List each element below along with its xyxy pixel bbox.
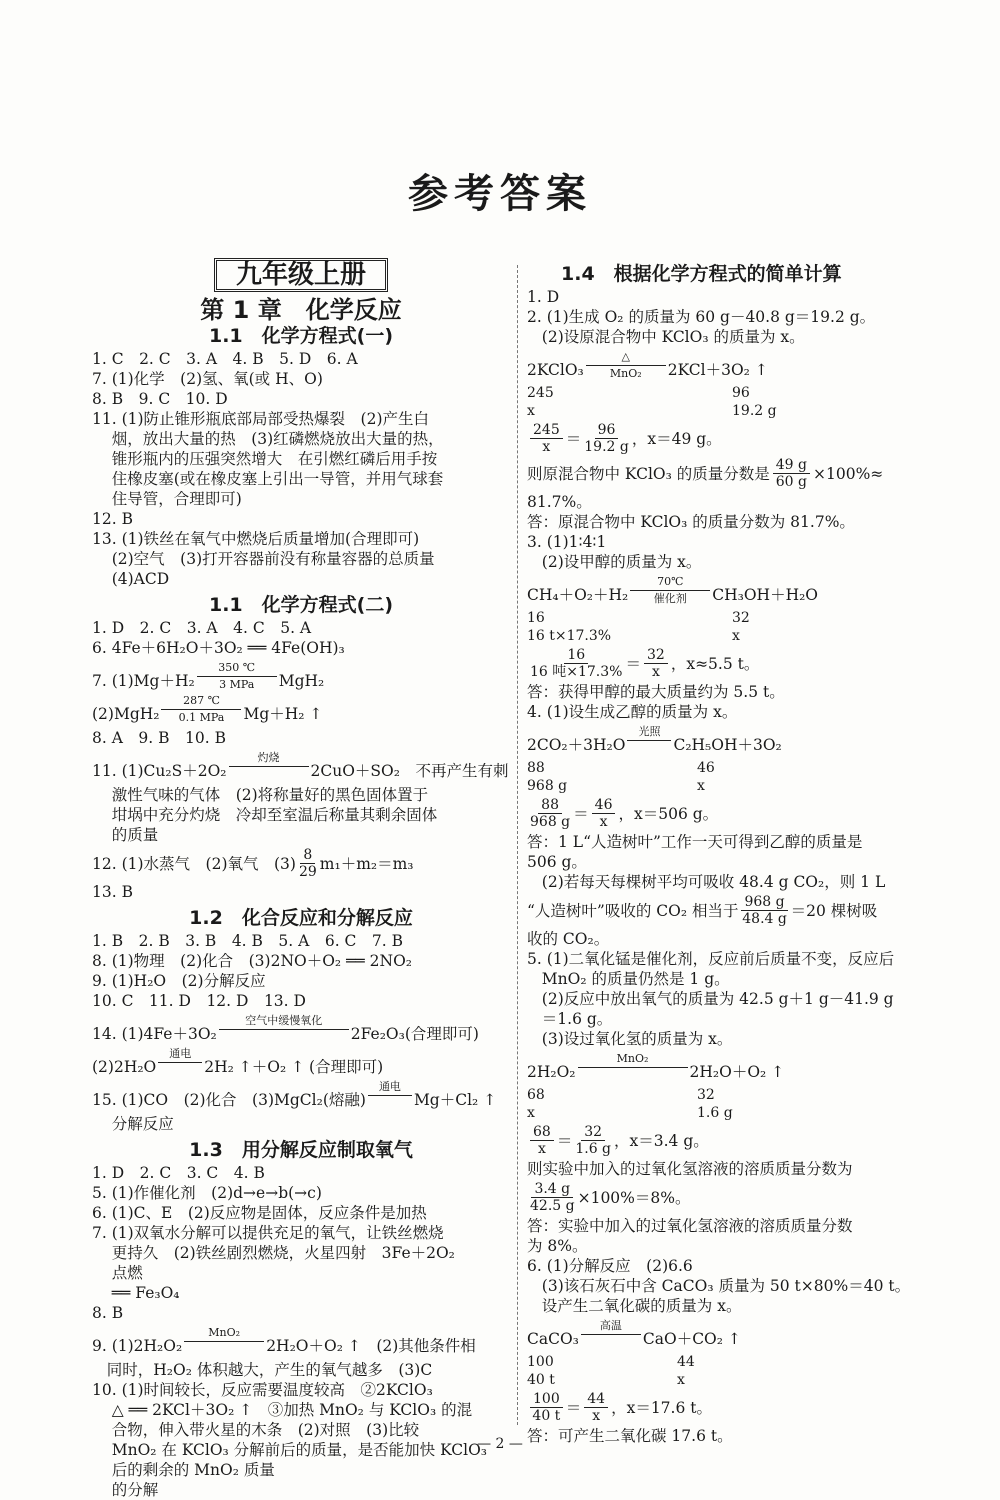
answer-line: 1. D 2. C 3. A 4. C 5. A: [92, 619, 312, 637]
equation: 2CO₂＋3H₂O 光照 C₂H₅OH＋3O₂: [527, 725, 782, 754]
answer-line: (3)设过氧化氢的质量为 x。: [527, 1030, 733, 1048]
answer-line: 10. C 11. D 12. D 13. D: [92, 992, 306, 1010]
answer-line: 1. D 2. C 3. C 4. B: [92, 1164, 265, 1182]
answer-line: 7. (1)化学 (2)氢、氧(或 H、O): [92, 370, 323, 388]
reaction-arrow: △ MnO₂: [586, 351, 666, 380]
answer-line: 7. (1)双氧水分解可以提供充足的氧气，让铁丝燃烧: [92, 1224, 444, 1242]
answer-line: 81.7%。: [527, 493, 592, 511]
answer-line: 5. (1)作催化剂 (2)d→e→b(→c): [92, 1184, 322, 1202]
stoich-row: x 19.2 g: [527, 403, 777, 419]
equation: 14. (1)4Fe＋3O₂ 空气中缓慢氧化 2Fe₂O₃(合理即可): [92, 1014, 479, 1043]
answer-line: 激性气味的气体 (2)将称量好的黑色固体置于: [92, 786, 429, 804]
stoich-row: 88 46: [527, 760, 715, 776]
answer-line: 合物，伸入带火星的木条 (2)对照 (3)比较: [92, 1421, 420, 1439]
fraction-line: 则原混合物中 KClO₃ 的质量分数是 $\frac{49 g}{60 g}$ ×100%≈: [527, 457, 884, 490]
reaction-arrow: 空气中缓慢氧化: [219, 1015, 349, 1044]
fraction: $\frac{16}{\text{16 吨×17.3\%}}$: [530, 647, 623, 680]
equation: 15. (1)CO (2)化合 (3)MgCl₂(熔融) 通电 Mg＋Cl₂ ↑: [92, 1080, 497, 1109]
answer-line: 分解反应: [92, 1115, 174, 1133]
section-heading: 1.1 化学方程式(一): [208, 325, 394, 347]
section-heading: 1.4 根据化学方程式的简单计算: [561, 263, 842, 285]
answer-line: 8. (1)物理 (2)化合 (3)2NO＋O₂ ══ 2NO₂: [92, 952, 412, 970]
answer-line: 1. B 2. B 3. B 4. B 5. A 6. C 7. B: [92, 932, 404, 950]
answer-line: 同时，H₂O₂ 体积越大，产生的氧气越多 (3)C: [92, 1361, 433, 1379]
equation: CH₄＋O₂＋H₂ 70℃ 催化剂 CH₃OH＋H₂O: [527, 575, 819, 605]
fraction: $\frac{49 g}{60 g}$: [773, 457, 810, 490]
answer-line: MnO₂ 的质量仍然是 1 g。: [527, 970, 730, 988]
column-divider: [517, 265, 518, 1425]
answer-line: 收的 CO₂。: [527, 930, 610, 948]
fraction: $\frac{32}{x}$: [644, 647, 668, 680]
reaction-arrow: 70℃ 催化剂: [630, 576, 710, 605]
reaction-arrow: 高温: [581, 1320, 641, 1349]
reaction-arrow: MnO₂: [184, 1327, 264, 1356]
equation: 2KClO₃ △ MnO₂ 2KCl＋3O₂ ↑: [527, 350, 768, 380]
stoich-row: 16 32: [527, 610, 750, 626]
answer-line: 锥形瓶内的压强突然增大 在引燃红磷后用手按: [92, 450, 438, 468]
fraction-line: $\frac{88}{968 g}$ ＝ $\frac{46}{x}$ ，x＝506 g。: [530, 797, 719, 830]
answer-line: 答：获得甲醇的最大质量约为 5.5 t。: [527, 683, 785, 701]
fraction: $\frac{96}{19.2 g}$: [584, 422, 629, 455]
answer-line: 8. B 9. C 10. D: [92, 390, 228, 408]
right-column: [527, 258, 947, 1446]
answer-block: [527, 1159, 947, 1179]
answer-line: 更持久 (2)铁丝剧烈燃烧，火星四射 3Fe＋2O₂: [92, 1244, 455, 1262]
answer-line: 的质量: [92, 826, 159, 844]
answer-block: [92, 728, 510, 748]
equation: (2)2H₂O 通电 2H₂ ↑＋O₂ ↑ (合理即可): [92, 1047, 384, 1076]
answer-line: (4)ACD: [92, 570, 170, 588]
answer-block: [92, 785, 510, 845]
reaction-arrow: MnO₂: [578, 1053, 688, 1082]
answer-line: 8. A 9. B 10. B: [92, 729, 226, 747]
equation: 11. (1)Cu₂S＋2O₂ 灼烧 2CuO＋SO₂ 不再产生有刺: [92, 751, 509, 780]
answer-block: [527, 492, 947, 572]
fraction: $\frac{100}{40 t}$: [530, 1391, 563, 1424]
equation: 2H₂O₂ MnO₂ 2H₂O＋O₂ ↑: [527, 1052, 785, 1081]
left-column: [92, 258, 510, 1500]
answer-line: 6. 4Fe＋6H₂O＋3O₂ ══ 4Fe(OH)₃: [92, 639, 345, 657]
fraction: $\frac{46}{x}$: [592, 797, 616, 830]
answer-line: 1. D: [527, 288, 560, 306]
answer-block: [92, 1114, 510, 1134]
fraction: $\frac{88}{968 g}$: [530, 797, 571, 830]
answer-line: MnO₂ 在 KClO₃ 分解前后的质量，是否能加快 KClO₃: [92, 1441, 488, 1459]
stoich-row: 100 44: [527, 1354, 695, 1370]
equation: CaCO₃ 高温 CaO＋CO₂ ↑: [527, 1319, 741, 1348]
answer-line: 11. (1)防止锥形瓶底部局部受热爆裂 (2)产生白: [92, 410, 429, 428]
answer-block: [92, 882, 510, 902]
equation: 7. (1)Mg＋H₂ 350 ℃ 3 MPa MgH₂: [92, 661, 325, 691]
stoich-row: 40 t x: [527, 1372, 685, 1388]
answer-block: [527, 287, 947, 347]
fraction-line: 12. (1)水蒸气 (2)氧气 (3) $\frac{8}{29}$ m₁＋m₂＝m₃: [92, 847, 414, 880]
answer-line: 答：原混合物中 KClO₃ 的质量分数为 81.7%。: [527, 513, 855, 531]
answer-line: 烟，放出大量的热 (3)红磷燃烧放出大量的热，: [92, 430, 444, 448]
answer-line: 3. (1)1∶4∶1: [527, 533, 607, 551]
answer-line: 住导管，合理即可): [92, 490, 242, 508]
answer-block: [527, 832, 947, 892]
fraction: $\frac{3.4 g}{42.5 g}$: [530, 1181, 575, 1214]
stoich-row: 245 96: [527, 385, 750, 401]
answer-line: (2)若每天每棵树平均可吸收 48.4 g CO₂，则 1 L: [527, 873, 886, 891]
answer-line: 4. (1)设生成乙醇的质量为 x。: [527, 703, 738, 721]
answer-line: 点燃: [92, 1264, 143, 1282]
fraction-line: $\frac{100}{40 t}$ ＝ $\frac{44}{x}$ ，x＝17.6 t。: [527, 1391, 947, 1424]
answer-line: 506 g。: [527, 853, 587, 871]
fraction: $\frac{32}{1.6 g}$: [575, 1124, 612, 1157]
page-title: 参考答案: [408, 171, 592, 217]
reaction-arrow: 通电: [368, 1081, 412, 1110]
answer-block: [527, 1216, 947, 1316]
answer-line: 2. (1)生成 O₂ 的质量为 60 g－40.8 g＝19.2 g。: [527, 308, 876, 326]
answer-line: 10. (1)时间较长，反应需要温度较高 ②2KClO₃: [92, 1381, 433, 1399]
answer-line: (3)该石灰石中含 CaCO₃ 质量为 50 t×80%＝40 t。: [527, 1277, 911, 1295]
reaction-arrow: 287 ℃ 0.1 MPa: [161, 695, 241, 724]
answer-line: 答：可产生二氧化碳 17.6 t。: [527, 1427, 733, 1445]
section-heading: 1.2 化合反应和分解反应: [189, 907, 413, 929]
answer-line: ══ Fe₃O₄: [92, 1284, 180, 1302]
answer-block: [527, 682, 947, 722]
answer-line: △ ══ 2KCl＋3O₂ ↑ ③加热 MnO₂ 与 KClO₃ 的混: [92, 1401, 473, 1419]
section-heading: 1.1 化学方程式(二): [208, 594, 394, 616]
reaction-arrow: 通电: [158, 1048, 202, 1077]
fraction: $\frac{44}{x}$: [584, 1391, 608, 1424]
grade-heading: 九年级上册: [214, 258, 388, 292]
fraction-line: “人造树叶”吸收的 CO₂ 相当于 $\frac{968 g}{48.4 g}$ ＝20 棵树吸: [527, 894, 878, 927]
answer-line: 1. C 2. C 3. A 4. B 5. D 6. A: [92, 350, 358, 368]
fraction: $\frac{245}{x}$: [530, 422, 563, 455]
answer-line: (2)设甲醇的质量为 x。: [527, 553, 702, 571]
reaction-arrow: 灼烧: [229, 752, 309, 781]
fraction: $\frac{968 g}{48.4 g}$: [742, 894, 787, 927]
answer-line: 坩埚中充分灼烧 冷却至室温后称量其剩余固体: [92, 806, 438, 824]
stoich-row: 968 g x: [527, 778, 705, 794]
answer-block: [527, 929, 947, 1049]
equation: 9. (1)2H₂O₂ MnO₂ 2H₂O＋O₂ ↑ (2)其他条件相: [92, 1326, 476, 1355]
answer-block: [92, 931, 510, 1011]
answer-line: 8. B: [92, 1304, 124, 1322]
answer-line: 为 8%。: [527, 1237, 588, 1255]
equation: (2)MgH₂ 287 ℃ 0.1 MPa Mg＋H₂ ↑: [92, 694, 323, 724]
fraction-line: $\frac{16}{\text{16 吨×17.3\%}}$ ＝ $\frac{32}{x}$ ，x≈5.5 t。: [530, 647, 760, 680]
answer-block: [92, 618, 510, 658]
answer-line: 答：1 L“人造树叶”工作一天可得到乙醇的质量是: [527, 833, 863, 851]
answer-line: (2)设原混合物中 KClO₃ 的质量为 x。: [527, 328, 805, 346]
answer-block: [92, 1163, 510, 1323]
answer-line: 6. (1)C、E (2)反应物是固体，反应条件是加热: [92, 1204, 427, 1222]
answer-line: 设产生二氧化碳的质量为 x。: [527, 1297, 742, 1315]
reaction-arrow: 光照: [627, 726, 671, 755]
fraction-line: $\frac{245}{x}$ ＝ $\frac{96}{19.2 g}$ ，x＝49 g。: [527, 422, 947, 455]
fraction-line: $\frac{68}{x}$ ＝ $\frac{32}{1.6 g}$ ，x＝3.4 g。: [527, 1124, 947, 1157]
answer-line: 后的剩余的 MnO₂ 质量: [92, 1461, 275, 1479]
stoich-row: x 1.6 g: [527, 1105, 733, 1121]
answer-line: 答：实验中加入的过氧化氢溶液的溶质质量分数: [527, 1217, 853, 1235]
answer-block: [92, 1360, 510, 1500]
answer-line: (2)反应中放出氧气的质量为 42.5 g＋1 g－41.9 g: [527, 990, 894, 1008]
stoich-row: 68 32: [527, 1087, 715, 1103]
fraction-line: $\frac{3.4 g}{42.5 g}$ ×100%＝8%。: [530, 1181, 691, 1214]
answer-line: 13. B: [92, 883, 133, 901]
answer-line: 5. (1)二氧化锰是催化剂，反应前后质量不变，反应后: [527, 950, 895, 968]
reaction-arrow: 350 ℃ 3 MPa: [197, 662, 277, 691]
stoich-row: 16 t×17.3% x: [527, 628, 740, 644]
fraction: $\frac{8}{29}$: [298, 847, 317, 880]
answer-line: 6. (1)分解反应 (2)6.6: [527, 1257, 693, 1275]
chapter-heading: 第 1 章 化学反应: [200, 296, 402, 324]
page-number: — 2 —: [477, 1436, 523, 1452]
answer-line: 的分解: [92, 1481, 159, 1499]
answer-line: 住橡皮塞(或在橡皮塞上引出一导管，并用气球套: [92, 470, 444, 488]
answer-line: ＝1.6 g。: [527, 1010, 613, 1028]
section-heading: 1.3 用分解反应制取氧气: [189, 1139, 413, 1161]
answer-block: [92, 349, 510, 589]
answer-line: (2)空气 (3)打开容器前没有称量容器的总质量: [92, 550, 435, 568]
answer-line: 13. (1)铁丝在氧气中燃烧后质量增加(合理即可): [92, 530, 420, 548]
answer-line: 则实验中加入的过氧化氢溶液的溶质质量分数为: [527, 1160, 853, 1178]
answer-line: 9. (1)H₂O (2)分解反应: [92, 972, 266, 990]
answer-line: 12. B: [92, 510, 133, 528]
fraction: $\frac{68}{x}$: [530, 1124, 554, 1157]
